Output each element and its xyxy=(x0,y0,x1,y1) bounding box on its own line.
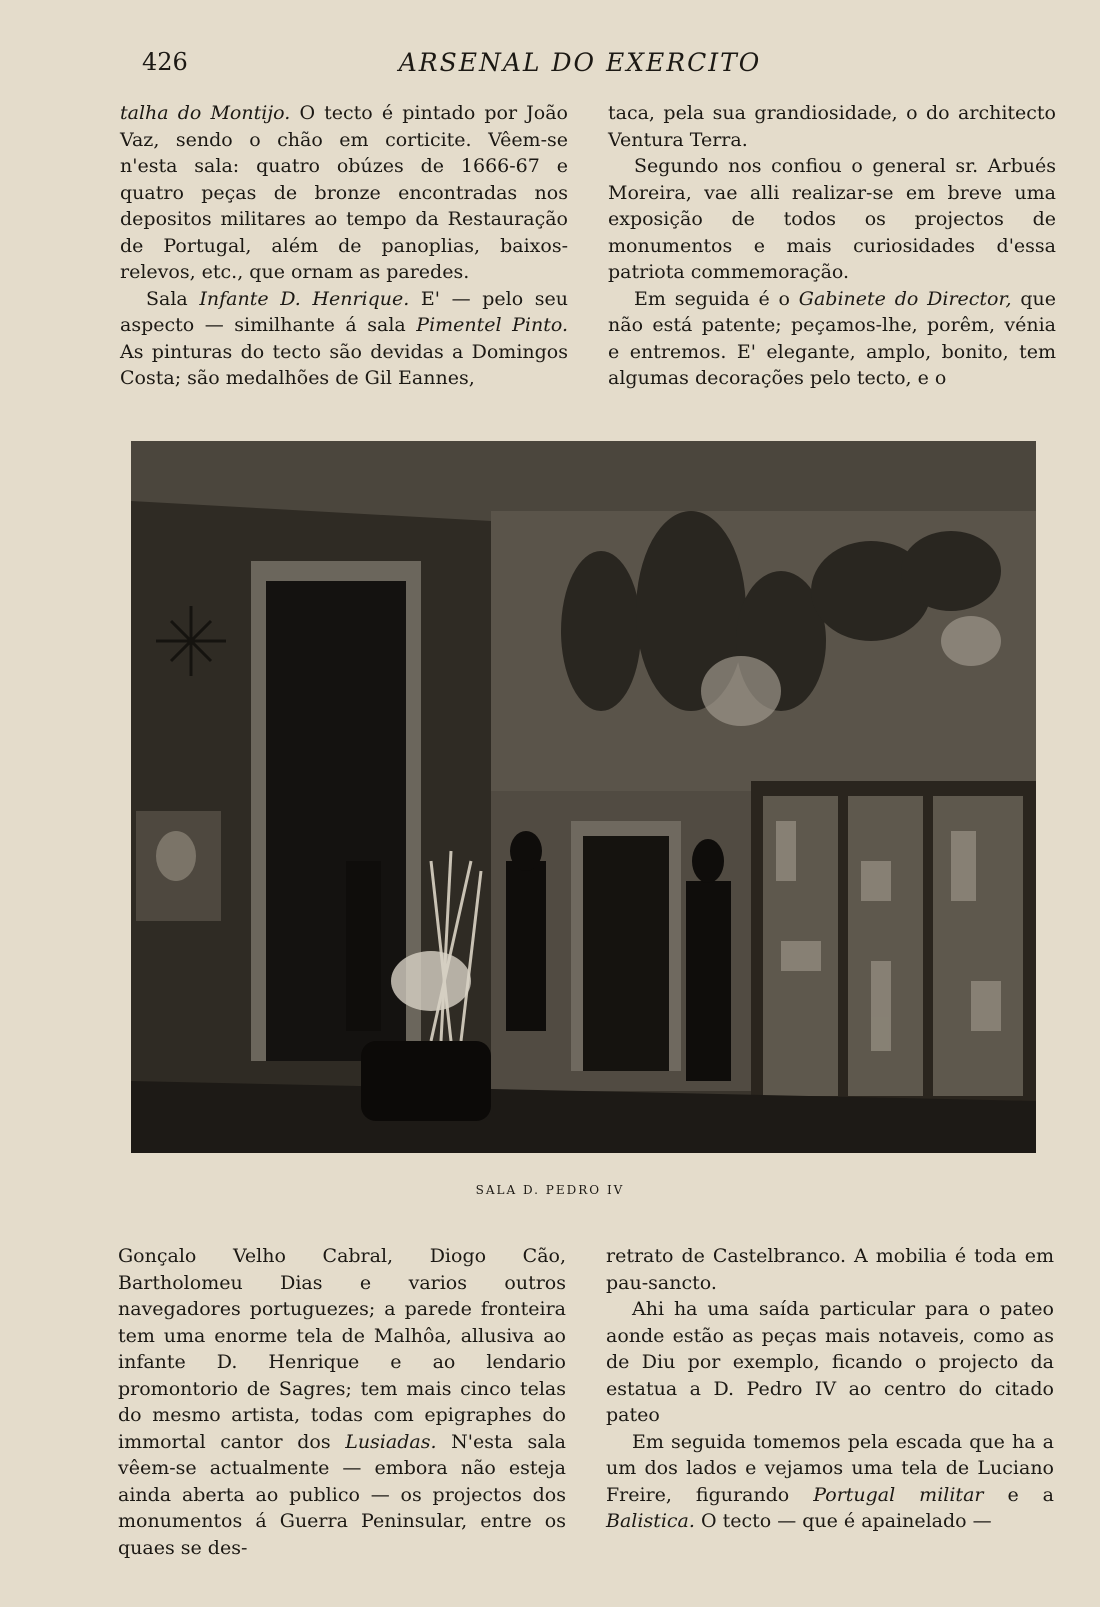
doorway xyxy=(266,581,406,1061)
paragraph-text: Em seguida tomemos pela escada que ha a um dos lados e vejamos uma tela de Luciano Freire, figurando xyxy=(606,1430,1054,1506)
paragraph xyxy=(608,286,1056,392)
paragraph-text: que não está patente; peçamos-lhe, porêm, vénia e entremos. E' elegante, amplo, bonito, tem algumas decorações pelo tecto, e o xyxy=(608,287,1056,389)
italic-text: Portugal militar xyxy=(813,1483,984,1506)
text-column-top-left xyxy=(120,100,568,392)
paragraph xyxy=(606,1429,1054,1535)
paragraph: taca, pela sua grandiosidade, o do architecto Ventura Terra. xyxy=(608,102,1056,151)
italic-text: Balistica. xyxy=(606,1510,695,1532)
paragraph-text: N'esta sala vêem-se actualmente — embora não esteja ainda aberta ao publico — os projectos dos monumentos á Guerra Peninsular, entre os quaes se des- xyxy=(118,1430,566,1559)
text-column-top-right xyxy=(608,100,1056,392)
paragraph-text: E' — pelo seu aspecto — similhante á sala xyxy=(120,287,568,336)
italic-text: talha do Montijo. xyxy=(120,102,291,124)
italic-text: Gabinete do Director, xyxy=(798,287,1012,310)
paragraph-text: Gonçalo Velho Cabral, Diogo Cão, Bartholomeu Dias e varios outros navegadores portuguezes; a parede fronteira tem uma enorme tela de Malhôa, allusiva ao infante D. Henrique e ao lendario promontorio de Sagres; tem mais cinco telas do mesmo artista, todas com epigraphes do immortal cantor dos xyxy=(118,1245,566,1453)
paragraph xyxy=(120,286,568,392)
paragraph: Ahi ha uma saída particular para o pateo aonde estão as peças mais notaveis, como as de Diu por exemplo, ficando o projecto da estatua a D. Pedro IV ao centro do citado pateo xyxy=(606,1298,1054,1426)
paragraph-text: Sala xyxy=(146,287,200,310)
page-number: 426 xyxy=(142,48,188,76)
figure-photograph xyxy=(131,441,1036,1153)
running-title: ARSENAL DO EXERCITO xyxy=(398,48,762,77)
paragraph xyxy=(120,100,568,286)
photo-illustration xyxy=(131,441,1036,1153)
figure-caption: SALA D. PEDRO IV xyxy=(475,1183,625,1197)
page-header xyxy=(120,48,1040,88)
text-column-bottom-right xyxy=(606,1243,1054,1535)
paragraph: retrato de Castelbranco. A mobilia é toda em pau-sancto. xyxy=(606,1245,1054,1294)
paragraph xyxy=(118,1243,566,1561)
italic-text: Infante D. Henrique. xyxy=(199,287,410,310)
armchair xyxy=(361,1041,491,1121)
paragraph-text: O tecto é pintado por João Vaz, sendo o chão em corticite. Vêem-se n'esta sala: quatro obúzes de 1666-67 e quatro peças de bronze encontradas nos depositos militares ao tempo da Restauração de Portugal, além de panoplias, baixos-relevos, etc., que ornam as paredes. xyxy=(120,102,568,283)
paragraph-text: Em seguida é o xyxy=(634,287,799,310)
paragraph: Segundo nos confiou o general sr. Arbués Moreira, vae alli realizar-se em breve uma exposição de todos os projectos de monumentos e mais curiosidades d'essa patriota commemoração. xyxy=(608,155,1056,283)
italic-text: Lusiadas. xyxy=(345,1430,437,1453)
paragraph-text: e a xyxy=(983,1483,1055,1506)
display-cabinets xyxy=(751,781,1036,1111)
italic-text: Pimentel Pinto. xyxy=(416,314,569,336)
paragraph-text: O tecto — que é apainelado — xyxy=(694,1510,992,1532)
paragraph-text: As pinturas do tecto são devidas a Domingos Costa; são medalhões de Gil Eannes, xyxy=(120,340,568,389)
inner-doorway xyxy=(583,836,669,1071)
text-column-bottom-left xyxy=(118,1243,566,1561)
